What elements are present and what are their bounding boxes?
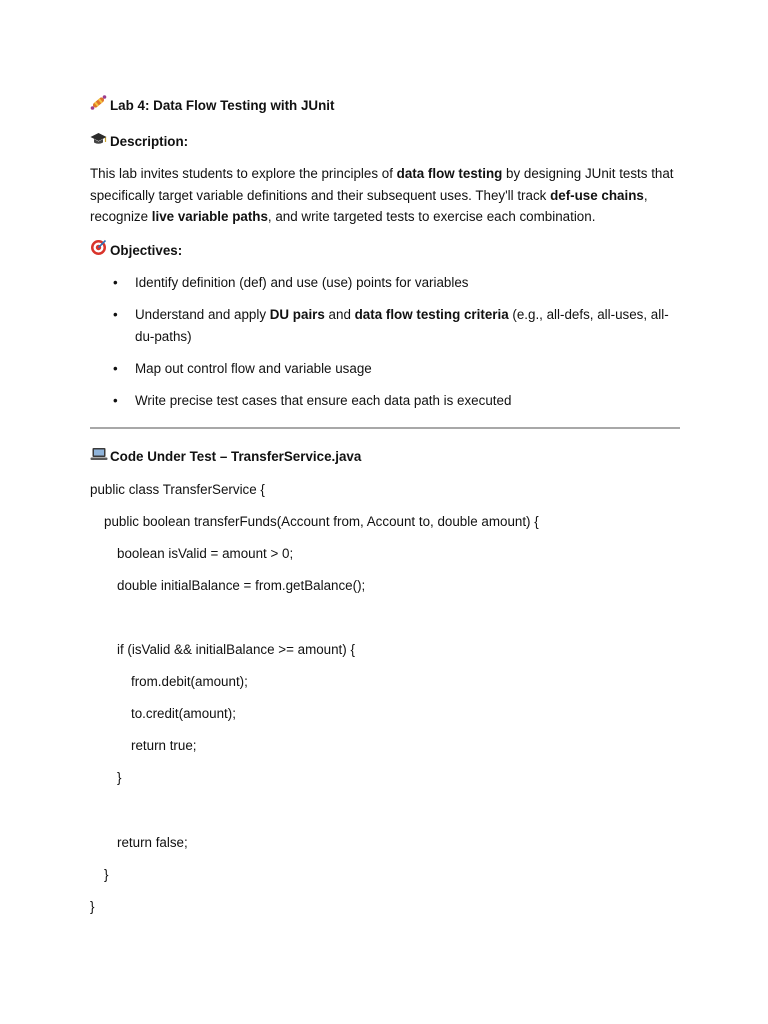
objective-1-text: Identify definition (def) and use (use) points for variables: [135, 275, 469, 290]
code-line: public boolean transferFunds(Account from, Account to, double amount) {: [104, 513, 539, 529]
code-block: [90, 479, 680, 918]
objective-2-text-a: Understand and apply: [135, 307, 270, 322]
code-line: }: [90, 898, 95, 914]
list-item: [135, 272, 680, 294]
code-line: }: [117, 770, 122, 786]
objectives-heading-text: Objectives:: [110, 242, 183, 258]
objective-2-bold-2: data flow testing criteria: [354, 307, 509, 322]
target-icon: [90, 239, 110, 263]
description-bold-2: def-use chains: [550, 187, 644, 203]
objective-3-text: Map out control flow and variable usage: [135, 360, 372, 376]
graduation-cap-icon: [90, 131, 110, 153]
lab-title: [90, 94, 680, 118]
code-heading: [90, 446, 680, 468]
objective-2-bold-1: DU pairs: [269, 307, 325, 322]
code-heading-text: Code Under Test – TransferService.java: [110, 449, 362, 464]
description-text-1: This lab invites students to explore the principles of: [90, 166, 397, 181]
candy-icon: [90, 94, 110, 118]
code-line: from.debit(amount);: [131, 674, 248, 690]
document-content: [90, 94, 680, 928]
code-line: [90, 799, 680, 821]
description-heading: [90, 131, 680, 153]
code-line: to.credit(amount);: [131, 706, 236, 722]
section-divider: [90, 427, 680, 429]
list-item: [135, 304, 680, 347]
code-line: return true;: [131, 738, 197, 754]
code-line: public class TransferService {: [90, 481, 265, 497]
code-line: return false;: [117, 834, 188, 850]
objective-2-text-c: and: [324, 307, 355, 322]
description-paragraph: [90, 163, 680, 228]
lab-title-text: Lab 4: Data Flow Testing with JUnit: [110, 98, 335, 113]
laptop-icon: [90, 446, 110, 468]
code-line: }: [104, 866, 109, 882]
code-line: boolean isValid = amount > 0;: [117, 545, 294, 561]
code-line: [90, 607, 680, 629]
description-text-4: , and write targeted tests to exercise each combination.: [267, 209, 596, 224]
description-bold-3: live variable paths: [151, 209, 268, 224]
objectives-list: [90, 272, 680, 411]
description-bold-1: data flow testing: [396, 166, 503, 181]
objective-4-text: Write precise test cases that ensure each data path is executed: [135, 392, 512, 408]
description-text-3: , recognize: [90, 187, 648, 224]
objectives-heading: [90, 239, 680, 263]
objective-2-text-d: (e.g., all-defs, all-uses, all-du-paths): [135, 307, 669, 344]
list-item: [135, 358, 680, 380]
code-line: double initialBalance = from.getBalance();: [117, 577, 366, 593]
code-line: if (isValid && initialBalance >= amount) {: [117, 641, 355, 657]
description-heading-text: Description:: [110, 133, 189, 149]
list-item: [135, 390, 680, 412]
description-text-2: by designing JUnit tests that specifically target variable definitions and their subsequent uses. They'll track: [90, 166, 674, 203]
